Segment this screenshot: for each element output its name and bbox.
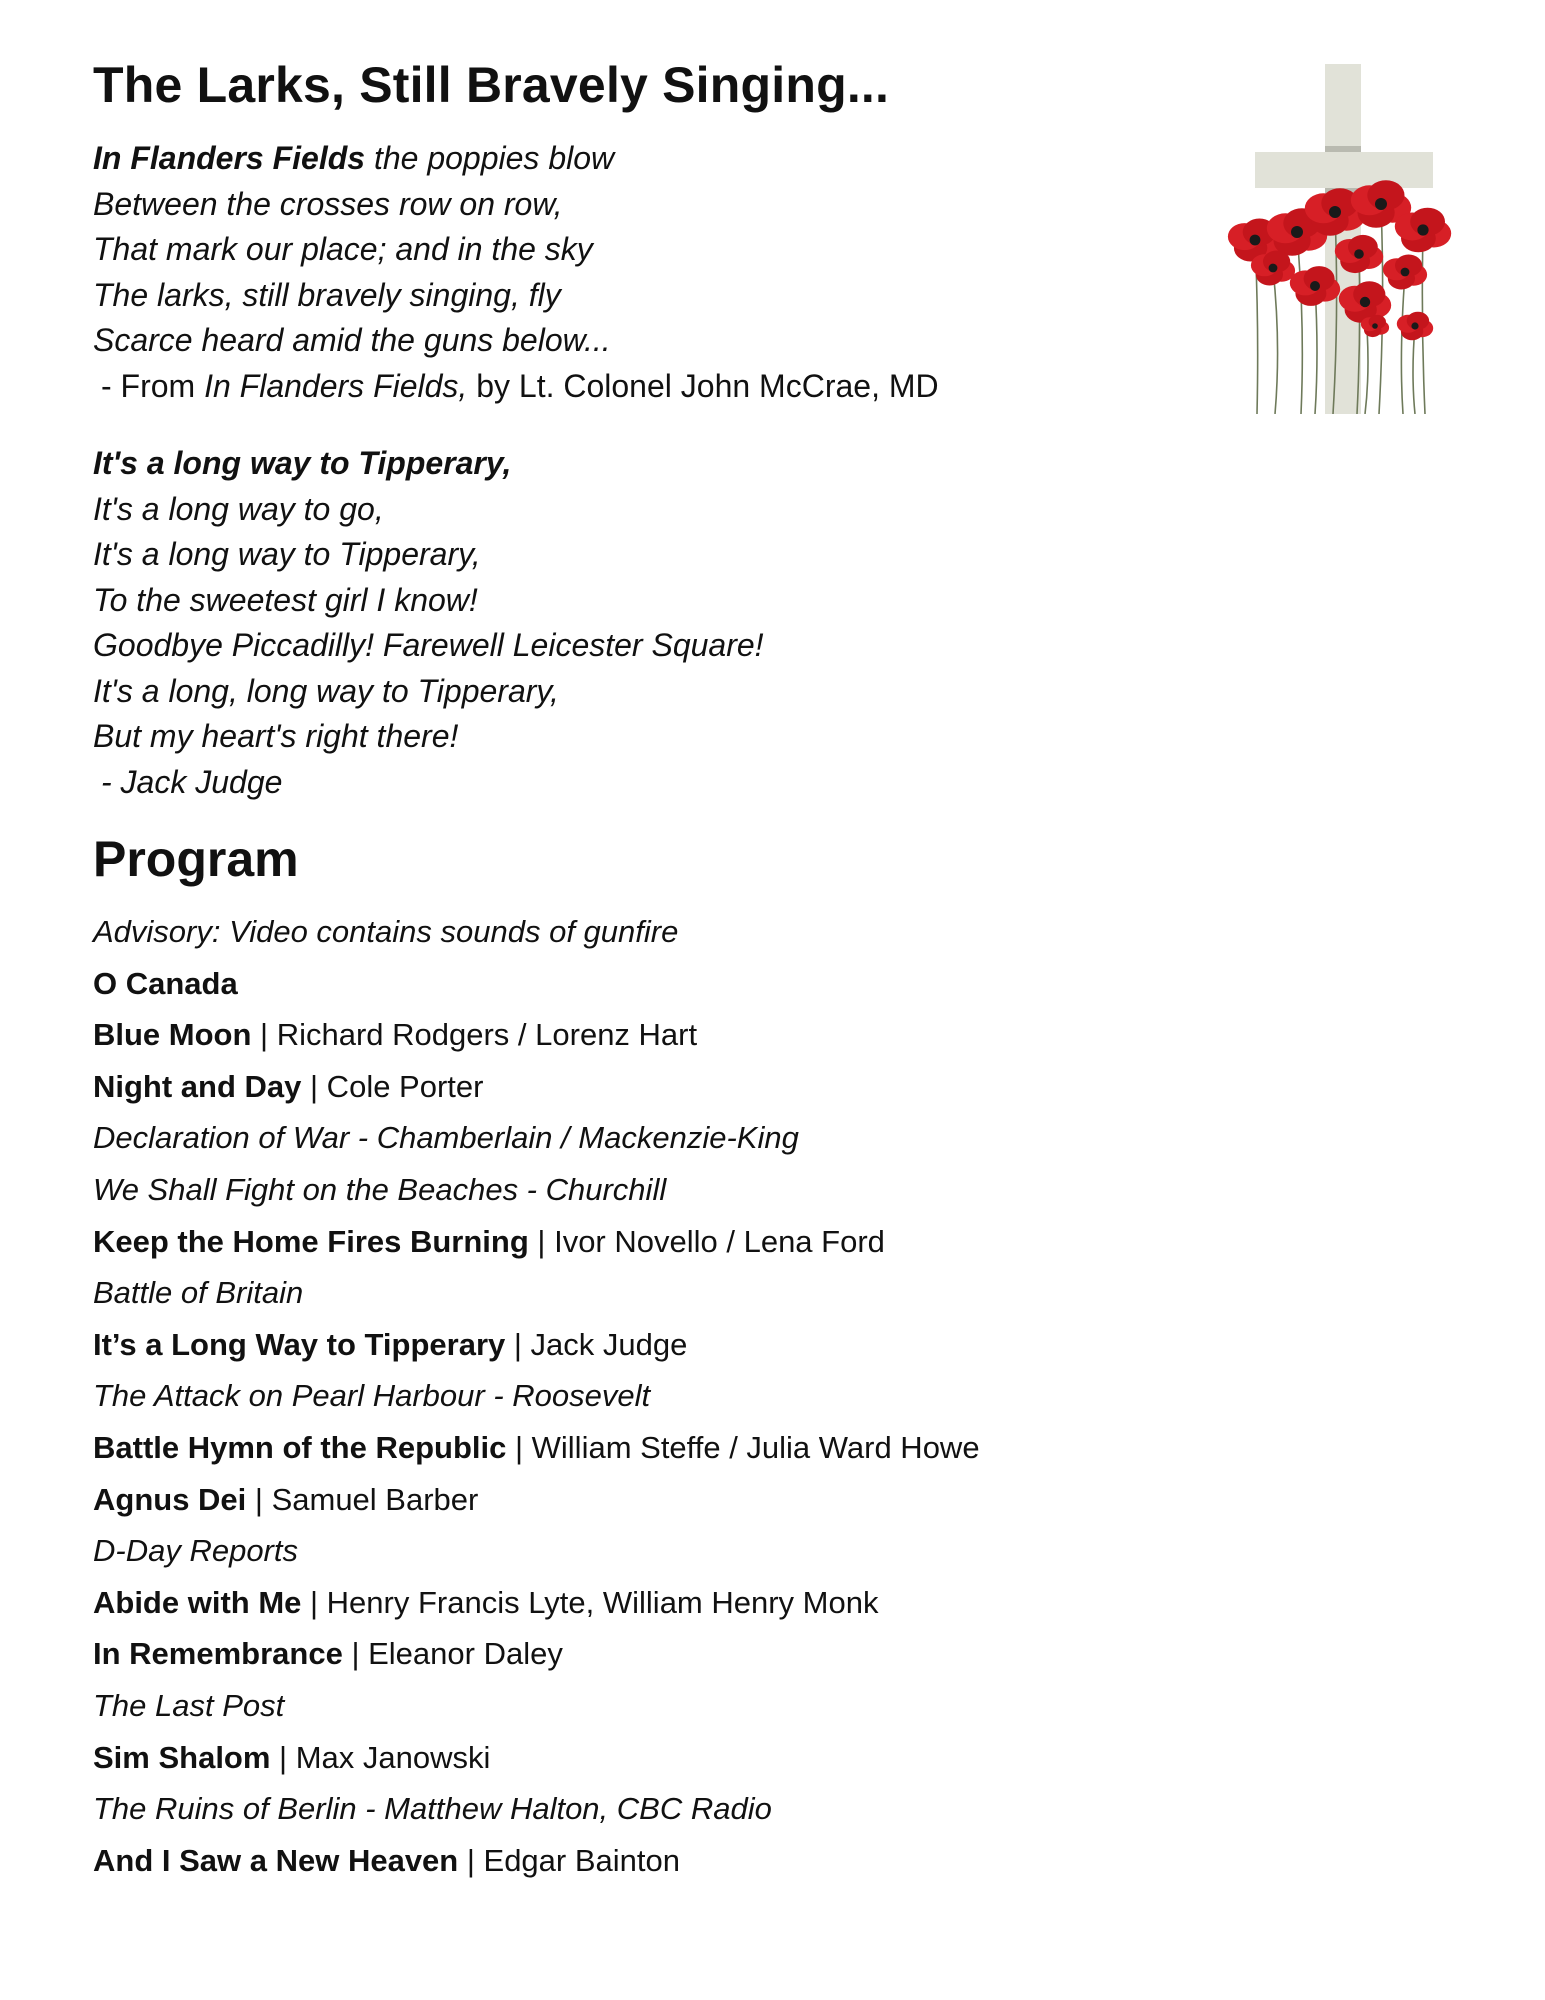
program-note [93,1112,980,1164]
poem-title-inline: In Flanders Fields [93,140,366,176]
program-item [93,1216,980,1268]
program-item [93,958,980,1010]
program-piece-title: Blue Moon [93,1017,252,1053]
program-heading: Program [93,831,299,887]
program-note [93,906,980,958]
program-note-text: The Attack on Pearl Harbour - Roosevelt [93,1378,651,1414]
program-piece-composer: | Cole Porter [301,1068,484,1104]
program-item [93,1835,980,1887]
poem-work-title: In Flanders Fields, [204,367,468,404]
program-piece-composer: | Max Janowski [270,1739,491,1775]
program-piece-title: O Canada [93,965,238,1001]
program-piece-title: Sim Shalom [93,1739,271,1775]
cross-with-poppies-icon [1215,64,1480,414]
program-piece-title: It’s a Long Way to Tipperary [93,1326,506,1362]
program-piece-composer: | Eleanor Daley [342,1636,563,1672]
program-piece-composer: | Ivor Novello / Lena Ford [528,1223,885,1259]
program-note-text: Declaration of War - Chamberlain / Mackenzie-King [93,1120,799,1156]
program-note-text: Battle of Britain [93,1275,304,1311]
program-item [93,1628,980,1680]
program-piece-title: Agnus Dei [93,1481,247,1517]
poem-line: Goodbye Piccadilly! Farewell Leicester Square! [93,627,764,663]
program-piece-composer: | Samuel Barber [246,1481,479,1517]
program-note-text: The Ruins of Berlin - Matthew Halton, CBC Radio [93,1791,772,1827]
program-piece-title: And I Saw a New Heaven [93,1842,459,1878]
poem-line: The larks, still bravely singing, fly [93,276,561,313]
program-item [93,1732,980,1784]
program-note [93,1525,980,1577]
poem-line: Scarce heard amid the guns below... [93,322,611,358]
program-item [93,1474,980,1526]
program-item [93,1577,980,1629]
program-piece-composer: | Jack Judge [505,1326,688,1362]
poppy-icon [1383,255,1427,290]
program-item [93,1422,980,1474]
poem-line: To the sweetest girl I know! [93,581,478,618]
program-item [93,1061,980,1113]
program-note-text: The Last Post [93,1687,285,1723]
poem-line: But my heart's right there! [93,718,459,754]
program-note [93,1267,980,1319]
poem-line: It's a long, long way to Tipperary, [93,672,559,709]
poem-line: It's a long way to Tipperary, [93,445,512,481]
poem-attribution: - From In Flanders Fields, by Lt. Colonel John McCrae, MD [101,367,939,404]
program-note [93,1164,980,1216]
program-note [93,1370,980,1422]
program-piece-composer: | Henry Francis Lyte, William Henry Monk [301,1584,879,1620]
program-piece-composer: | William Steffe / Julia Ward Howe [506,1429,980,1465]
poem-line: It's a long way to Tipperary, [93,536,481,572]
poem-attribution: - Jack Judge [101,763,283,800]
program-piece-composer: | Richard Rodgers / Lorenz Hart [251,1017,698,1053]
poem-line: Between the crosses row on row, [93,185,563,222]
program-note-text: We Shall Fight on the Beaches - Churchill [93,1171,667,1207]
poem-line: That mark our place; and in the sky [93,231,593,267]
program-note [93,1680,980,1732]
program-piece-title: Night and Day [93,1068,302,1104]
page-title: The Larks, Still Bravely Singing... [93,57,890,113]
program-note [93,1783,980,1835]
poem-line: In Flanders Fields the poppies blow [93,140,615,176]
program-item [93,1319,980,1371]
program-piece-title: Keep the Home Fires Burning [93,1223,529,1259]
program-piece-title: Battle Hymn of the Republic [93,1429,507,1465]
poem-in-flanders-fields [93,136,939,409]
poem-line: It's a long way to go, [93,490,384,527]
program-note-text: D-Day Reports [93,1533,298,1569]
program-piece-title: In Remembrance [93,1636,343,1672]
program-note-text: Advisory: Video contains sounds of gunfire [93,914,679,949]
song-tipperary-lyrics [93,441,764,805]
program-piece-composer: | Edgar Bainton [458,1842,680,1878]
program-piece-title: Abide with Me [93,1584,302,1620]
program-item [93,1009,980,1061]
program-list [93,906,980,1886]
